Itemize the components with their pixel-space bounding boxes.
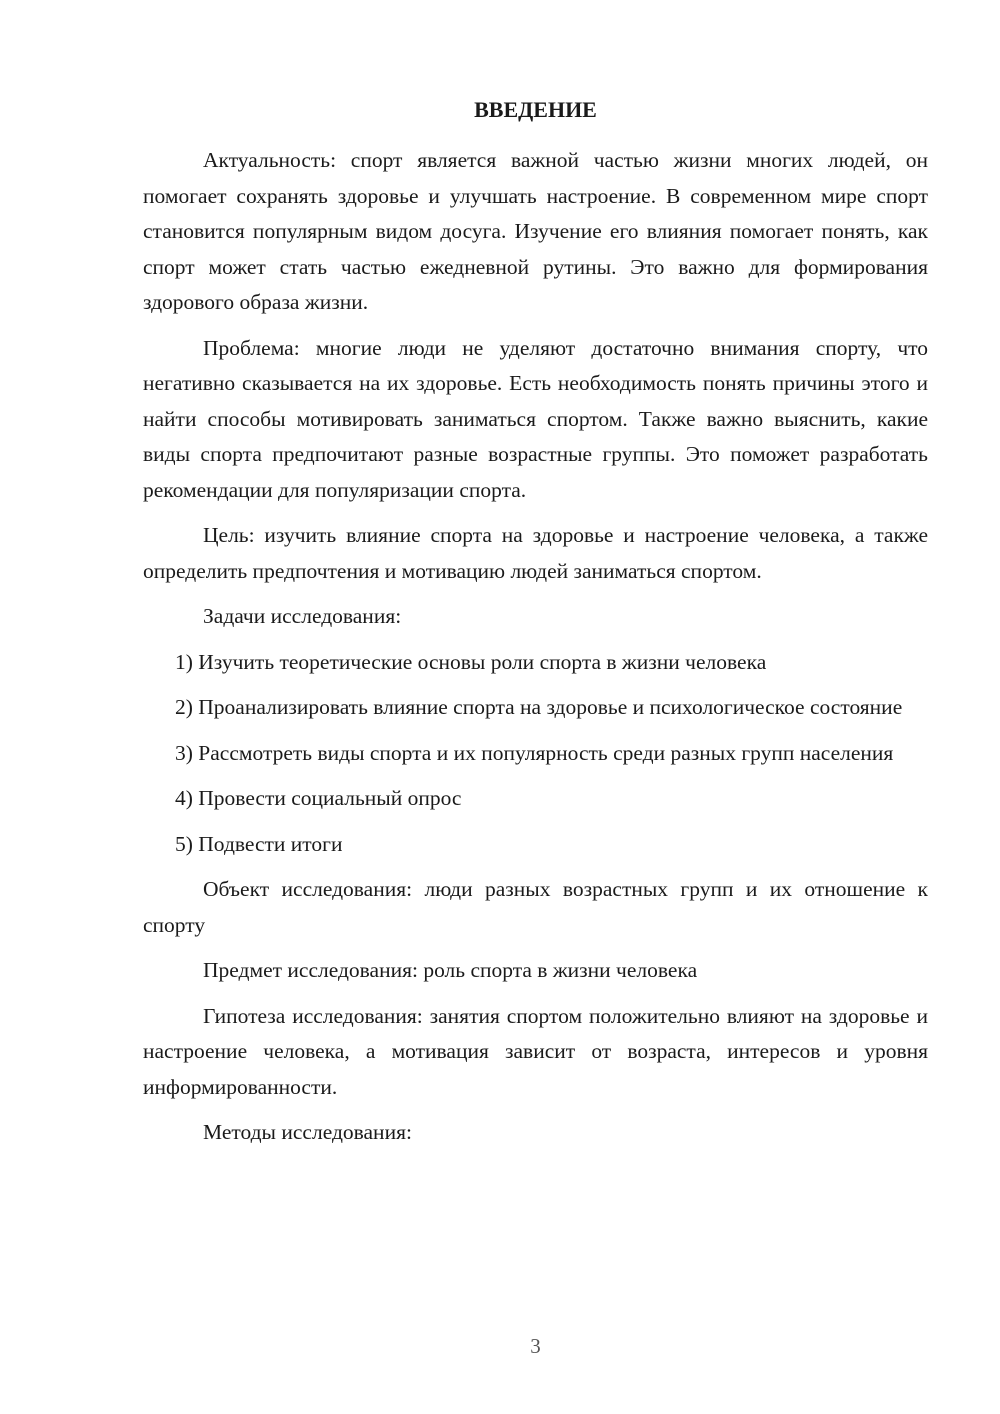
task-item-1: 1) Изучить теоретические основы роли спорта в жизни человека (175, 649, 767, 674)
document-page (143, 0, 928, 1414)
object-paragraph: Объект исследования: люди разных возрастных групп и их отношение к спорту (143, 877, 928, 937)
goal-paragraph: Цель: изучить влияние спорта на здоровье и настроение человека, а также определить предпочтения и мотивацию людей заниматься спортом. (143, 523, 928, 583)
document-body (143, 143, 928, 1161)
relevance-paragraph: Актуальность: спорт является важной частью жизни многих людей, он помогает сохранять здоровье и улучшать настроение. В современном мире спорт становится популярным видом досуга. Изучение его влияния помогает понять, как спорт может стать частью ежедневной рутины. Это важно для формирования здорового образа жизни. (143, 148, 928, 314)
hypothesis-paragraph: Гипотеза исследования: занятия спортом положительно влияют на здоровье и настроение человека, а мотивация зависит от возраста, интересов и уровня информированности. (143, 1003, 928, 1099)
page-number: 3 (530, 1334, 541, 1358)
subject-paragraph: Предмет исследования: роль спорта в жизни человека (203, 958, 698, 982)
task-item-4: 4) Провести социальный опрос (175, 786, 462, 810)
task-item-3: 3) Рассмотреть виды спорта и их популярность среди разных групп населения (175, 740, 894, 765)
task-item-2: 2) Проанализировать влияние спорта на здоровье и психологическое состояние (175, 695, 903, 719)
section-title: ВВЕДЕНИЕ (474, 97, 597, 122)
methods-heading: Методы исследования: (203, 1120, 412, 1144)
tasks-heading: Задачи исследования: (203, 604, 402, 628)
problem-paragraph: Проблема: многие люди не уделяют достаточно внимания спорту, что негативно сказывается на их здоровье. Есть необходимость понять причины этого и найти способы мотивировать заниматься спортом. Также важно выяснить, какие виды спорта предпочитают разные возрастные группы. Это поможет разработать рекомендации для популяризации спорта. (143, 335, 928, 502)
task-item-5: 5) Подвести итоги (175, 831, 343, 856)
